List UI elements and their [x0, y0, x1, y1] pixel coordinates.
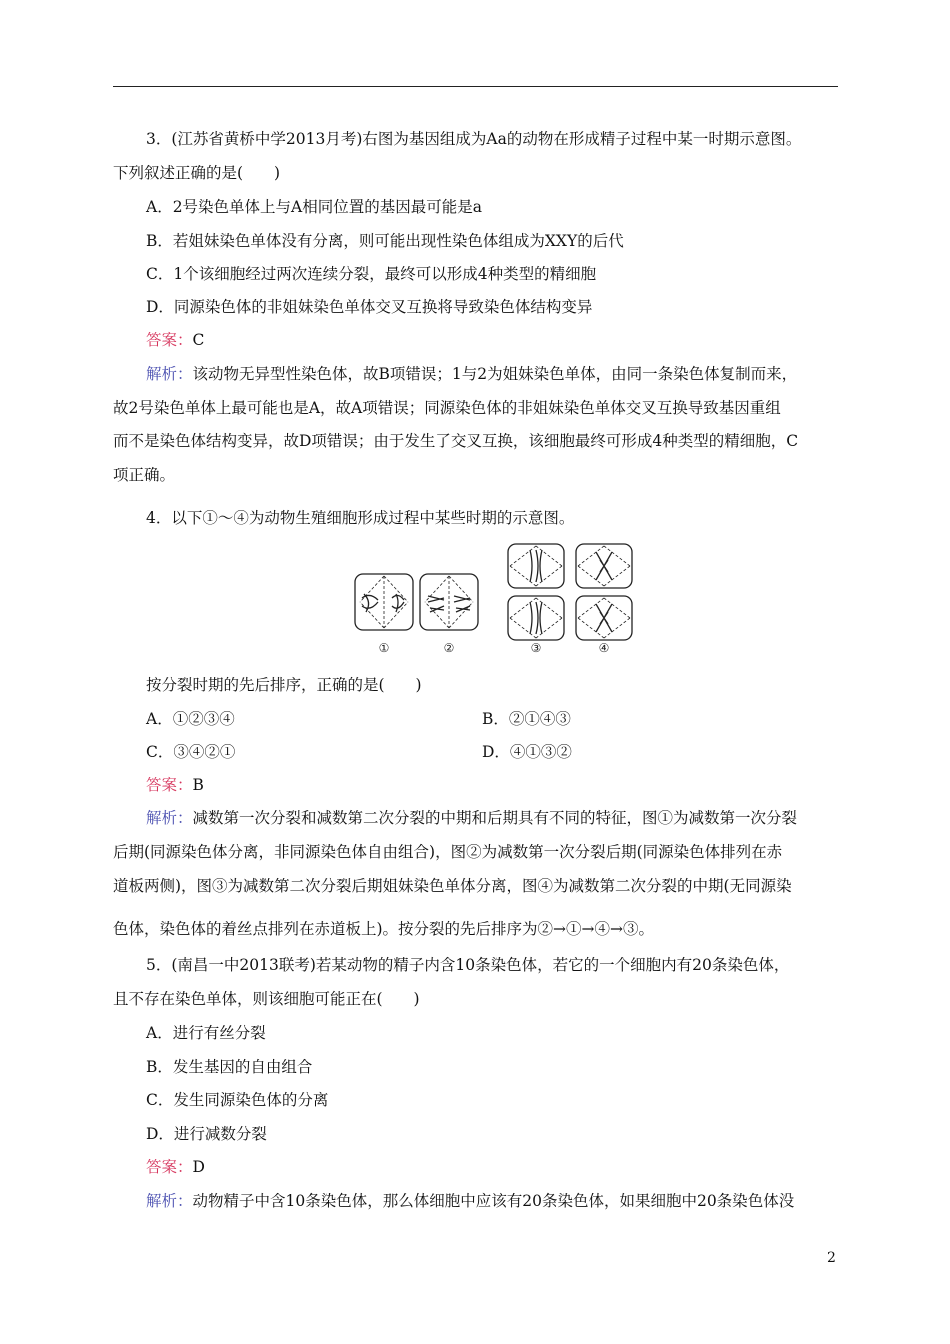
- cell-4-top-chromosomes: [596, 552, 612, 580]
- cell-2-chromosomes-left: [428, 596, 444, 612]
- q3-option-a: A．2号染色单体上与A相同位置的基因最可能是a: [146, 198, 482, 216]
- q4-answer: [146, 775, 204, 795]
- answer-value: B: [192, 776, 204, 794]
- header-rule: [113, 86, 838, 87]
- explanation-text: 该动物无异型性染色体，故B项错误；1与2为姐妹染色单体，由同一条染色体复制而来，: [192, 365, 798, 383]
- cell-4-bottom-chromosomes: [596, 604, 612, 632]
- q5-answer: [146, 1157, 205, 1177]
- answer-label: 答案：: [146, 776, 193, 794]
- figure-label-1: ①: [378, 641, 390, 655]
- figure-label-4: ④: [598, 641, 610, 655]
- q3-explanation-line4: 项正确。: [113, 466, 176, 484]
- q3-option-d: D．同源染色体的非姐妹染色单体交叉互换将导致染色体结构变异: [146, 298, 593, 316]
- q5-option-b: B．发生基因的自由组合: [146, 1058, 313, 1076]
- answer-label: 答案：: [146, 1158, 193, 1176]
- answer-value: D: [192, 1158, 205, 1176]
- cell-3-top-chromatids: [530, 550, 542, 582]
- q5-option-d: D．进行减数分裂: [146, 1125, 267, 1143]
- q4-explanation-line3: 道板两侧)，图③为减数第二次分裂后期姐妹染色单体分离，图④为减数第二次分裂的中期(无同源染: [113, 877, 792, 895]
- q4-option-a: A．①②③④: [146, 710, 235, 728]
- explanation-label: 解析：: [146, 1192, 193, 1210]
- q5-stem-line1: 5．(南昌一中2013联考)若某动物的精子内含10条染色体，若它的一个细胞内有20条染色体，: [146, 956, 790, 974]
- figure-label-2: ②: [443, 641, 455, 655]
- explanation-label: 解析：: [146, 809, 193, 827]
- cell-1-chromosomes-left: [362, 594, 378, 612]
- q5-option-a: A．进行有丝分裂: [146, 1024, 266, 1042]
- q4-question: 按分裂时期的先后排序，正确的是( ): [146, 676, 422, 694]
- cell-2-chromosomes-right: [454, 596, 470, 612]
- cell-division-figure: [350, 540, 640, 658]
- q3-answer: [146, 330, 204, 350]
- answer-value: C: [192, 331, 205, 349]
- q4-option-b: B．②①④③: [482, 710, 571, 728]
- figure-label-3: ③: [530, 641, 542, 655]
- q5-stem-line2: 且不存在染色单体，则该细胞可能正在( ): [113, 990, 420, 1008]
- page-number: 2: [827, 1250, 836, 1266]
- cell-1-chromosomes-right: [392, 594, 404, 612]
- q3-stem-line1: 3．(江苏省黄桥中学2013月考)右图为基因组成为Aa的动物在形成精子过程中某一时期示意图。: [146, 130, 802, 148]
- q3-explanation-line1: [146, 364, 797, 384]
- q4-option-c: C．③④②①: [146, 743, 236, 761]
- q4-explanation-line2: 后期(同源染色体分离，非同源染色体自由组合)，图②为减数第一次分裂后期(同源染色体排列在赤: [113, 843, 783, 861]
- q3-explanation-line2: 故2号染色单体上最可能也是A，故A项错误；同源染色体的非姐妹染色单体交叉互换导致基因重组: [113, 399, 781, 417]
- explanation-text: 动物精子中含10条染色体，那么体细胞中应该有20条染色体，如果细胞中20条染色体没: [192, 1192, 795, 1210]
- q4-explanation-line4: 色体，染色体的着丝点排列在赤道板上)。按分裂的先后排序为②→①→④→③。: [113, 920, 655, 938]
- explanation-label: 解析：: [146, 365, 193, 383]
- answer-label: 答案：: [146, 331, 193, 349]
- q3-option-b: B．若姐妹染色单体没有分离，则可能出现性染色体组成为XXY的后代: [146, 232, 624, 250]
- cell-3-bottom-chromatids: [530, 602, 542, 634]
- q3-option-c: C．1个该细胞经过两次连续分裂，最终可以形成4种类型的精细胞: [146, 265, 597, 283]
- q3-stem-line2: 下列叙述正确的是( ): [113, 164, 281, 182]
- explanation-text: 减数第一次分裂和减数第二次分裂的中期和后期具有不同的特征，图①为减数第一次分裂: [192, 809, 798, 827]
- q5-explanation-line1: [146, 1191, 794, 1211]
- q3-explanation-line3: 而不是染色体结构变异，故D项错误；由于发生了交叉互换，该细胞最终可形成4种类型的精细胞，C: [113, 432, 799, 450]
- q4-explanation-line1: [146, 808, 797, 828]
- q4-stem: 4．以下①～④为动物生殖细胞形成过程中某些时期的示意图。: [146, 509, 575, 527]
- q5-option-c: C．发生同源染色体的分离: [146, 1091, 329, 1109]
- q4-option-d: D．④①③②: [482, 743, 572, 761]
